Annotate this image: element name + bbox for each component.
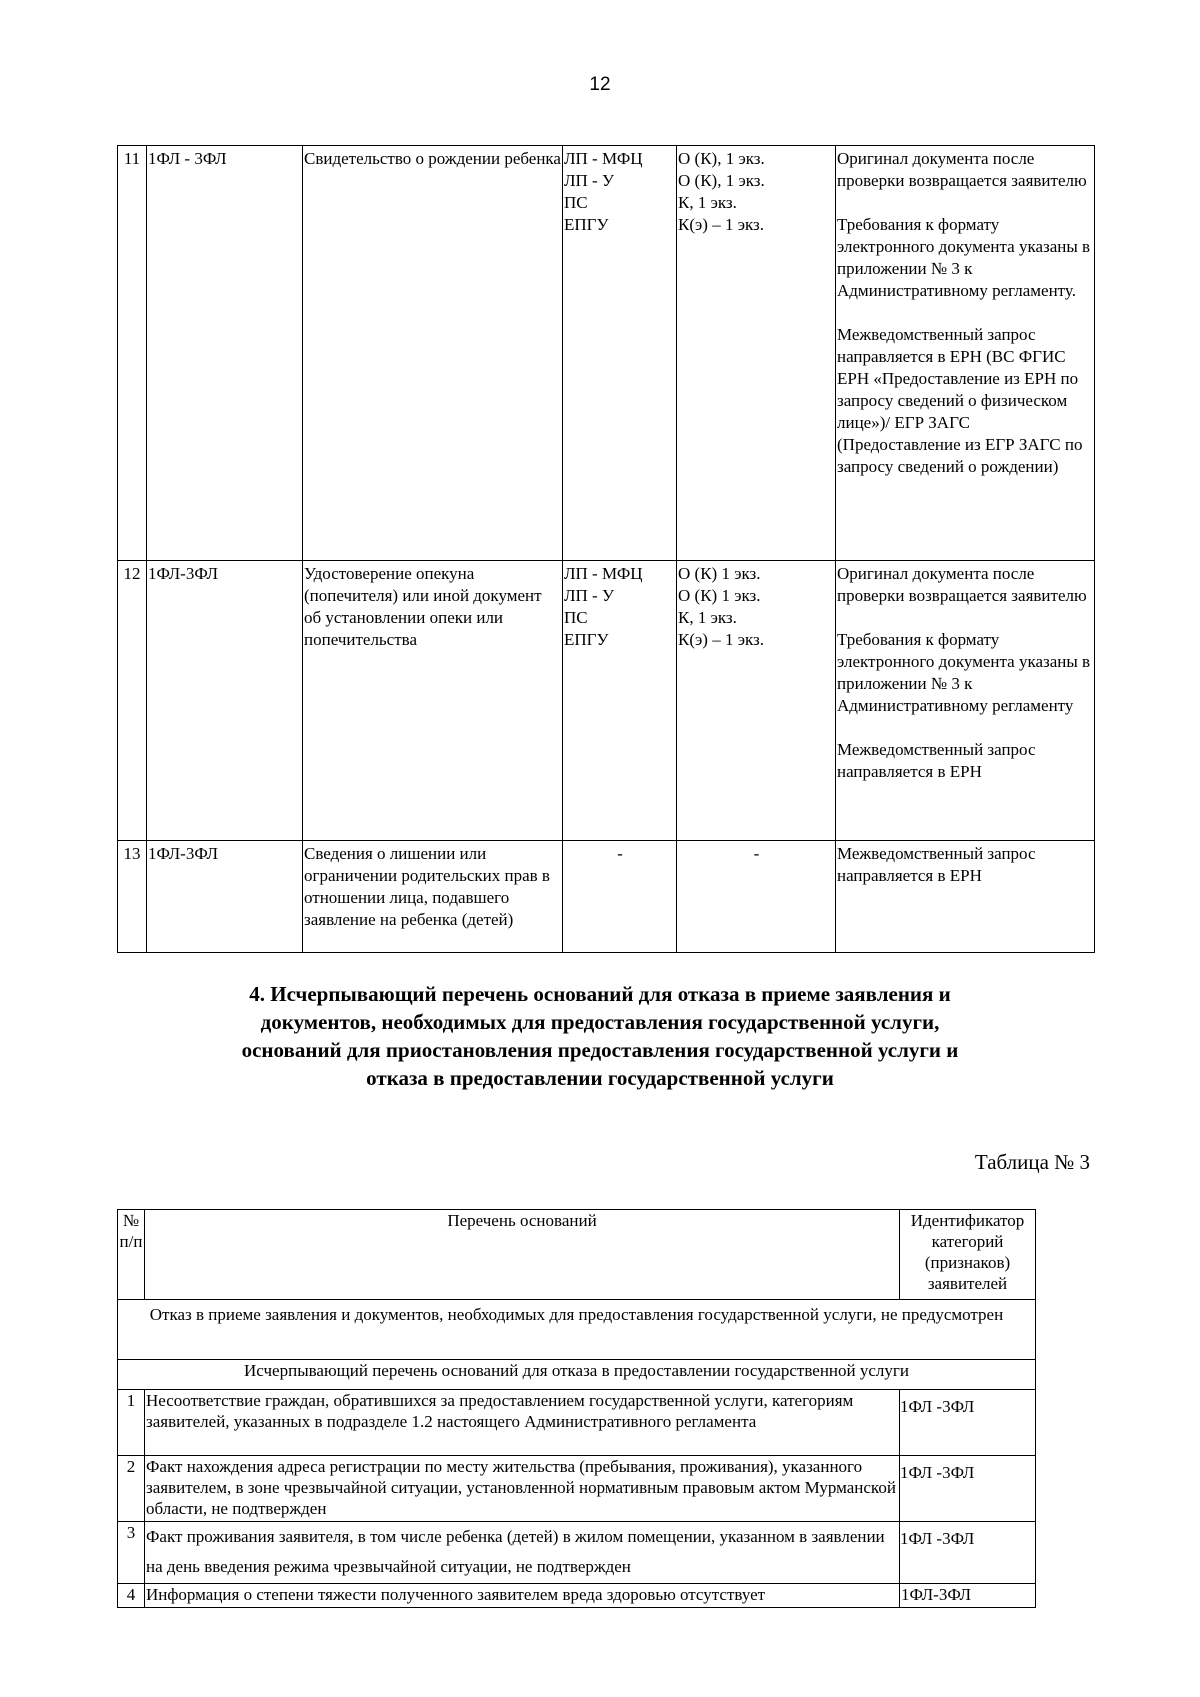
note-cell: Оригинал документа после проверки возвращается заявителю Требования к формату электронного документа указаны в приложении № 3 к Административному регламенту. Межведомственный запрос направляется в ЕРН (ВС ФГИС ЕРН «Предоставление из ЕРН по запросу сведений о физическом лице»)/ ЕГР ЗАГС (Предоставление из ЕГР ЗАГС по запросу сведений о рождении): [836, 146, 1095, 561]
grounds-text: Несоответствие граждан, обратившихся за предоставлением государственной услуги, категориям заявителей, указанных в подразделе 1.2 настоящего Административного регламента: [145, 1390, 900, 1456]
identifier-cell: 1ФЛ -3ФЛ: [900, 1522, 1036, 1584]
header-row: [118, 1210, 1036, 1300]
table-row: [118, 1390, 1036, 1456]
grounds-table: [117, 1209, 1036, 1608]
note-cell: Межведомственный запрос направляется в ЕРН: [836, 841, 1095, 953]
table-row: [118, 1584, 1036, 1608]
documents-table: [117, 145, 1095, 953]
copies-cell: -: [677, 841, 836, 953]
copies-cell: О (К), 1 экз. О (К), 1 экз. К, 1 экз. К(э) – 1 экз.: [677, 146, 836, 561]
table-row: [118, 841, 1095, 953]
row-number: 3: [118, 1522, 145, 1584]
identifier-cell: 1ФЛ -3ФЛ: [900, 1390, 1036, 1456]
header-grounds: Перечень оснований: [145, 1210, 900, 1300]
grounds-text: Информация о степени тяжести полученного заявителем вреда здоровью отсутствует: [145, 1584, 900, 1608]
table-caption: Таблица № 3: [974, 1150, 1090, 1174]
document-cell: Сведения о лишении или ограничении родительских прав в отношении лица, подавшего заявление на ребенка (детей): [303, 841, 563, 953]
row-number: 13: [118, 841, 147, 953]
grounds-text: Факт проживания заявителя, в том числе ребенка (детей) в жилом помещении, указанном в заявлении на день введения режима чрезвычайной ситуации, не подтвержден: [145, 1522, 900, 1584]
category-cell: 1ФЛ-3ФЛ: [147, 561, 303, 841]
section-row: [118, 1300, 1036, 1360]
section-refusal-acceptance: Отказ в приеме заявления и документов, необходимых для предоставления государственной услуги, не предусмотрен: [118, 1300, 1036, 1360]
table-row: [118, 1456, 1036, 1522]
header-identifier: Идентификатор категорий (признаков) заявителей: [900, 1210, 1036, 1300]
table-row: [118, 1522, 1036, 1584]
identifier-cell: 1ФЛ-3ФЛ: [900, 1584, 1036, 1608]
header-num: № п/п: [118, 1210, 145, 1300]
table-row: [118, 561, 1095, 841]
channels-cell: -: [563, 841, 677, 953]
identifier-cell: 1ФЛ -3ФЛ: [900, 1456, 1036, 1522]
document-cell: Удостоверение опекуна (попечителя) или иной документ об установлении опеки или попечительства: [303, 561, 563, 841]
category-cell: 1ФЛ - 3ФЛ: [147, 146, 303, 561]
row-number: 12: [118, 561, 147, 841]
row-number: 4: [118, 1584, 145, 1608]
category-cell: 1ФЛ-3ФЛ: [147, 841, 303, 953]
row-number: 11: [118, 146, 147, 561]
channels-cell: ЛП - МФЦ ЛП - У ПС ЕПГУ: [563, 146, 677, 561]
section-row: [118, 1360, 1036, 1390]
note-cell: Оригинал документа после проверки возвращается заявителю Требования к формату электронного документа указаны в приложении № 3 к Административному регламенту Межведомственный запрос направляется в ЕРН: [836, 561, 1095, 841]
row-number: 2: [118, 1456, 145, 1522]
page-number: 12: [589, 74, 611, 95]
row-number: 1: [118, 1390, 145, 1456]
document-cell: Свидетельство о рождении ребенка: [303, 146, 563, 561]
section-heading: [0, 980, 1200, 1092]
table-row: [118, 146, 1095, 561]
channels-cell: ЛП - МФЦ ЛП - У ПС ЕПГУ: [563, 561, 677, 841]
section-refusal-provision: Исчерпывающий перечень оснований для отказа в предоставлении государственной услуги: [118, 1360, 1036, 1390]
section-heading-text: 4. Исчерпывающий перечень оснований для отказа в приеме заявления и документов, необходимых для предоставления государственной услуги, оснований для приостановления предоставления государственной услуги и отказа в предоставлении государственной услуги: [241, 982, 959, 1090]
copies-cell: О (К) 1 экз. О (К) 1 экз. К, 1 экз. К(э) – 1 экз.: [677, 561, 836, 841]
grounds-text: Факт нахождения адреса регистрации по месту жительства (пребывания, проживания), указанного заявителем, в зоне чрезвычайной ситуации, установленной нормативным правовым актом Мурманской области, не подтвержден: [145, 1456, 900, 1522]
